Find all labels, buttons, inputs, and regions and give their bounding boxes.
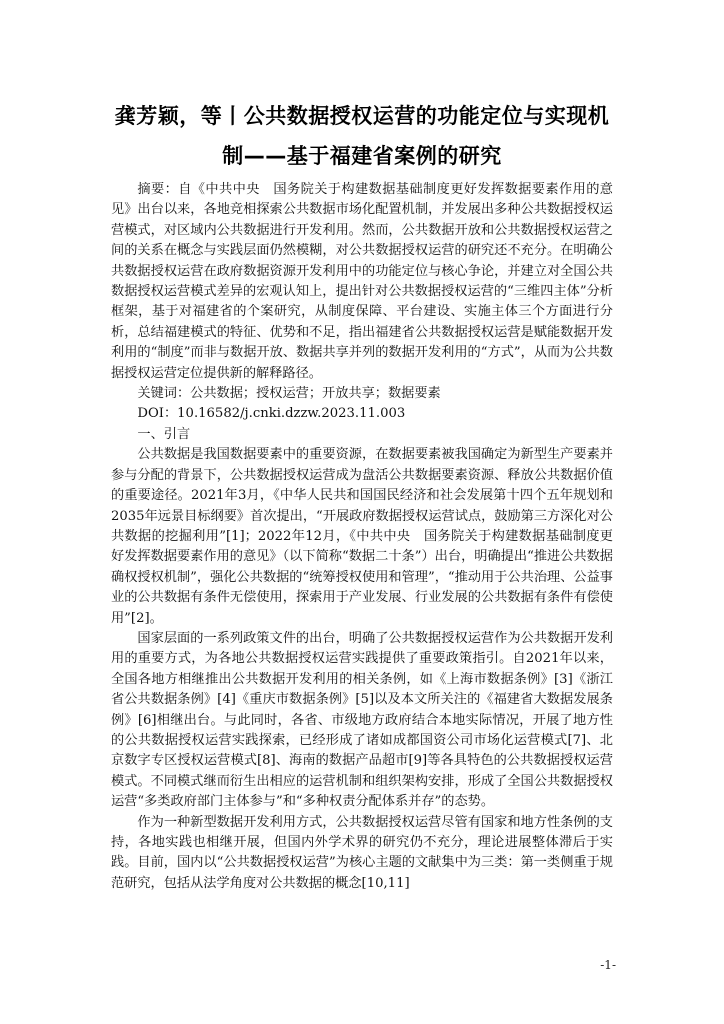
section-heading-introduction: 一、引言 bbox=[137, 426, 191, 442]
title-line-1: 龚芳颖，等丨公共数据授权运营的功能定位与实现机 bbox=[114, 104, 610, 128]
article-title bbox=[100, 96, 624, 176]
keywords-line: 关键词：公共数据；授权运营；开放共享；数据要素 bbox=[137, 386, 441, 402]
page-number: -1- bbox=[600, 958, 616, 972]
body-paragraph: 作为一种新型数据开发利用方式，公共数据授权运营尽管有国家和地方性条例的支持，各地实践也相继开展，但国内外学术界的研究仍不充分，理论进展整体滞后于实践。目前，国内以“公共数据授权运营”为核心主题的文献集中为三类：第一类侧重于规范研究，包括从法学角度对公共数据的概念[10,11] bbox=[111, 814, 613, 891]
title-line-2: 制——基于福建省案例的研究 bbox=[222, 144, 502, 168]
body-paragraph: 国家层面的一系列政策文件的出台，明确了公共数据授权运营作为公共数据开发利用的重要方式，为各地公共数据授权运营实践提供了重要政策指引。自2021年以来，全国各地方相继推出公共数据开发利用的相关条例，如《上海市数据条例》[3]《浙江省公共数据条例》[4]《重庆市数据条例》[5]以及本文所关注的《福建省大数据发展条例》[6]相继出台。与此同时，各省、市级地方政府结合本地实际情况，开展了地方性的公共数据授权运营实践探索，已经形成了诸如成都国资公司市场化运营模式[7]、北京数字专区授权运营模式[8]、海南的数据产品超市[9]等各具特色的公共数据授权运营模式。不同模式继而衍生出相应的运营机制和组织架构安排，形成了全国公共数据授权运营“多类政府部门主体参与”和“多种权责分配体系并存”的态势。 bbox=[111, 630, 613, 810]
abstract-paragraph: 摘要：自《中共中央 国务院关于构建数据基础制度更好发挥数据要素作用的意见》出台以来，各地竞相探索公共数据市场化配置机制，并发展出多种公共数据授权运营模式，对区域内公共数据进行开发利用。然而，公共数据开放和公共数据授权运营之间的关系在概念与实践层面仍然模糊，对公共数据授权运营的研究还不充分。在明确公共数据授权运营在政府数据资源开发利用中的功能定位与核心争论，并建立对全国公共数据授权运营模式差异的宏观认知上，提出针对公共数据授权运营的“三维四主体”分析框架，基于对福建省的个案研究，从制度保障、平台建设、实施主体三个方面进行分析，总结福建模式的特征、优势和不足，指出福建省公共数据授权运营是赋能数据开发利用的“制度”而非与数据开放、数据共享并列的数据开发利用的“方式”，从而为公共数据授权运营定位提供新的解释路径。 bbox=[111, 182, 613, 381]
doi-line: DOI：10.16582/j.cnki.dzzw.2023.11.003 bbox=[137, 406, 406, 422]
body-paragraph: 公共数据是我国数据要素中的重要资源，在数据要素被我国确定为新型生产要素并参与分配的背景下，公共数据授权运营成为盘活公共数据要素资源、释放公共数据价值的重要途径。2021年3月，《中华人民共和国国民经济和社会发展第十四个五年规划和2035年远景目标纲要》首次提出，“开展政府数据授权运营试点，鼓励第三方深化对公共数据的挖掘利用”[1]；2022年12月，《中共中央 国务院关于构建数据基础制度更好发挥数据要素作用的意见》（以下简称“数据二十条”）出台，明确提出“推进公共数据确权授权机制”，强化公共数据的“统筹授权使用和管理”，“推动用于公共治理、公益事业的公共数据有条件无偿使用，探索用于产业发展、行业发展的公共数据有条件有偿使用”[2]。 bbox=[111, 447, 613, 626]
article-body bbox=[111, 180, 613, 894]
